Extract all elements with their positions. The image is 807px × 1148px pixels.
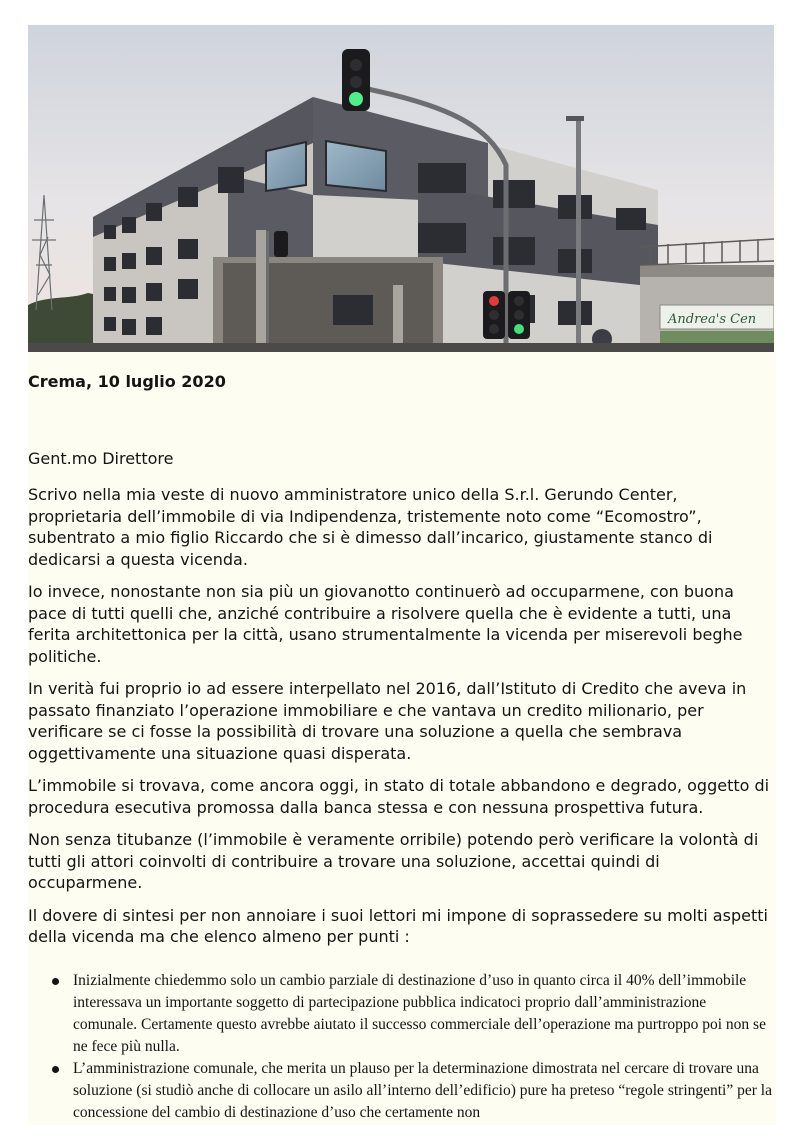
shop-sign: Andrea's Cen <box>668 312 757 327</box>
list-item-text: L’amministrazione comunale, che merita un plauso per la determinazione dimostrata nel cercare di trovare una soluzione (si studiò anche di collocare un asilo all’interno dell’edificio) pure ha preteso “regole stringenti” per la concessione del cambio di destinazione d’uso che certamente non <box>73 1060 772 1121</box>
letter-page <box>28 25 776 1125</box>
list-item <box>28 970 773 1058</box>
paragraph: Il dovere di sintesi per non annoiare i suoi lettori mi impone di soprassedere su molti aspetti della vicenda ma che elenco almeno per punti : <box>28 905 768 946</box>
salutation: Gent.mo Direttore <box>28 449 174 468</box>
place-date: Crema, 10 luglio 2020 <box>28 372 226 391</box>
points-list <box>28 970 773 1124</box>
list-item-text: Inizialmente chiedemmo solo un cambio parziale di destinazione d’uso in quanto circa il 40% dell’immobile interessava un importante soggetto di partecipazione pubblica indicatoci proprio dall’amministrazione comunale. Certamente questo avrebbe aiutato il successo commerciale dell’operazione ma purtroppo poi non se ne fece più nulla. <box>73 972 766 1055</box>
paragraph: Io invece, nonostante non sia più un giovanotto continuerò ad occuparmene, con buona pace di tutti quelli che, anziché contribuire a risolvere quella che è evidente a tutti, una ferita architettonica per la città, usano strumentalmente la vicenda per miserevoli beghe politiche. <box>28 582 743 666</box>
letter-body <box>28 484 776 959</box>
paragraph: L’immobile si trovava, come ancora oggi, in stato di totale abbandono e degrado, oggetto di procedura esecutiva promossa dalla banca stessa e con nessuna prospettiva futura. <box>28 776 770 817</box>
paragraph: Non senza titubanze (l’immobile è veramente orribile) potendo però verificare la volontà di tutti gli attori coinvolti di contribuire a trovare una soluzione, accettai quindi di occuparmene. <box>28 830 759 892</box>
paragraph: Scrivo nella mia veste di nuovo amministratore unico della S.r.l. Gerundo Center, proprietaria dell’immobile di via Indipendenza, tristemente noto come “Ecomostro”, subentrato a mio figlio Riccardo che si è dimesso dall’incarico, giustamente stanco di dedicarsi a questa vicenda. <box>28 485 713 569</box>
bullet-icon <box>52 978 59 985</box>
paragraph: In verità fui proprio io ad essere interpellato nel 2016, dall’Istituto di Credito che aveva in passato finanziato l’operazione immobiliare e che vantava un credito milionario, per verificare se ci fosse la possibilità di trovare una soluzione a quella che sembrava oggettivamente una situazione quasi disperata. <box>28 679 747 763</box>
bullet-icon <box>52 1066 59 1073</box>
building-photo <box>28 25 774 352</box>
list-item <box>28 1058 773 1124</box>
